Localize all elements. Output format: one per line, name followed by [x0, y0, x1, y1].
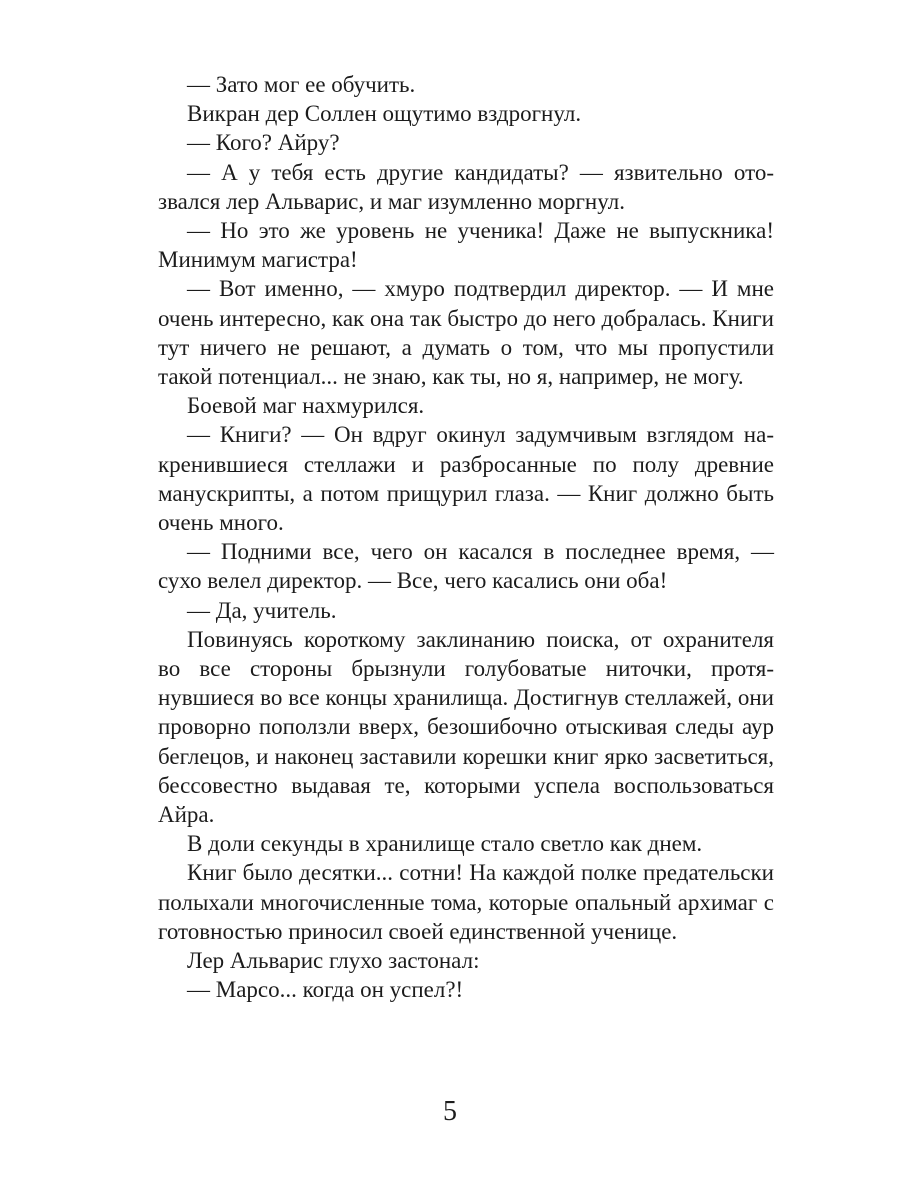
paragraph: — Марсо... когда он успел?! [187, 977, 464, 1003]
page-number: 5 [443, 1096, 457, 1127]
paragraph: Викран дер Соллен ощутимо вздрогнул. [187, 101, 582, 127]
paragraph: В доли секунды в хранилище стало светло как днем. [187, 831, 703, 857]
body-text [158, 70, 774, 1005]
paragraph: Книг было десятки... сотни! На каждой полке предательски полыхали многочисленные тома, которые опальный архимаг с готовностью приносил своей единственной ученице. [158, 860, 774, 944]
paragraph: Лер Альварис глухо застонал: [187, 948, 480, 974]
paragraph: — Вот именно, — хмуро подтвердил директор. — И мне очень интересно, как она так быстро до него добралась. Книги тут ничего не решают, а думать о том, что мы пропустили такой потенциал... не знаю, как ты, но я, например, не могу. [158, 276, 774, 390]
paragraph: — Кого? Айру? [187, 130, 340, 156]
paragraph: — Подними все, чего он касался в последнее время, — сухо велел директор. — Все, чего касались они оба! [158, 539, 774, 594]
paragraph: — А у тебя есть другие кандидаты? — язвительно отозвался лер Альварис, и маг изумленно моргнул. [158, 159, 774, 214]
paragraph: — Да, учитель. [187, 597, 337, 623]
paragraph: Боевой маг нахмурился. [187, 393, 425, 419]
paragraph: — Но это же уровень не ученика! Даже не выпускника! Минимум магистра! [158, 218, 774, 273]
paragraph: Повинуясь короткому заклинанию поиска, от охранителя во все стороны брызнули голубоватые ниточки, протянувшиеся во все концы хранилища. Достигнув стеллажей, они проворно поползли вверх, безошибочно отыскивая следы аур беглецов, и наконец заставили корешки книг ярко засветиться, бессовестно выдавая те, которыми успела воспользоваться Айра. [158, 626, 774, 828]
paragraph: — Книги? — Он вдруг окинул задумчивым взглядом накренившиеся стеллажи и разбросанные по полу древние манускрипты, а потом прищурил глаза. — Книг должно быть очень много. [158, 422, 774, 536]
paragraph: — Зато мог ее обучить. [187, 72, 416, 97]
